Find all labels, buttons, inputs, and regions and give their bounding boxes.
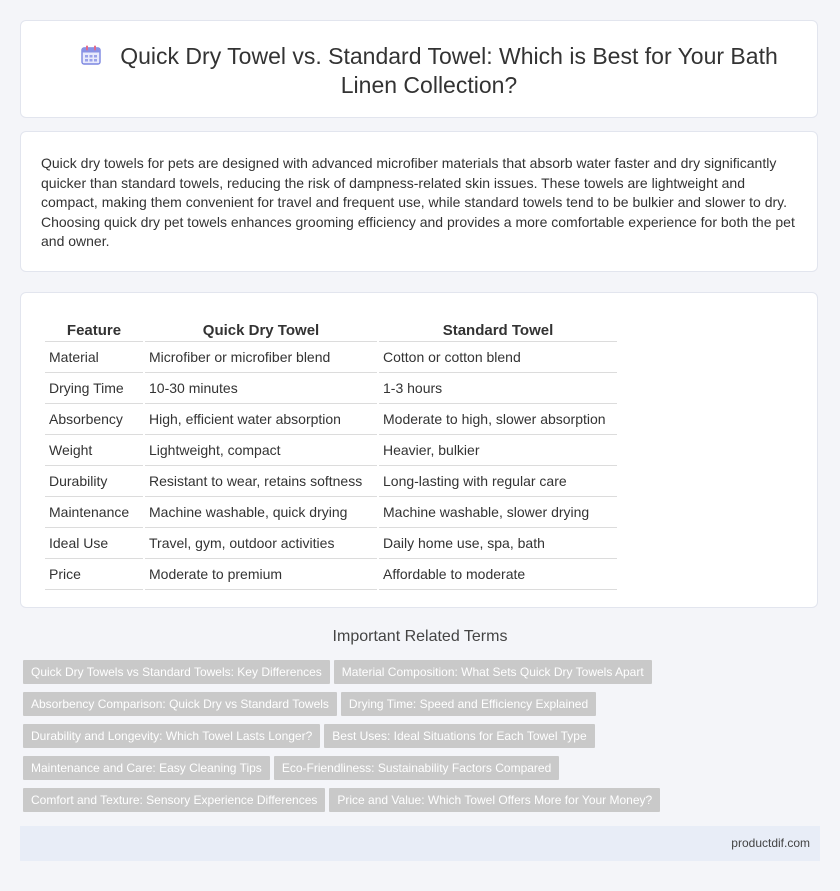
page-title-wrapper: [61, 42, 797, 100]
cell-feature: Price: [45, 559, 143, 590]
related-term-tag[interactable]: Maintenance and Care: Easy Cleaning Tips: [23, 756, 270, 780]
header-quick-dry: Quick Dry Towel: [145, 312, 377, 342]
intro-paragraph: Quick dry towels for pets are designed with advanced microfiber materials that absorb water faster and dry significantly quicker than standard towels, reducing the risk of dampness-related skin issues. These towels are lightweight and compact, making them convenient for travel and frequent use, while standard towels tend to be bulkier and slower to dry. Choosing quick dry pet towels enhances grooming efficiency and provides a more comfortable experience for both the pet and owner.: [41, 155, 795, 250]
cell-standard: Daily home use, spa, bath: [379, 528, 617, 559]
tag-row: [23, 756, 823, 788]
page-title: Quick Dry Towel vs. Standard Towel: Which is Best for Your Bath Linen Collection?: [120, 43, 778, 98]
related-term-tag[interactable]: Best Uses: Ideal Situations for Each Towel Type: [324, 724, 594, 748]
cell-standard: Heavier, bulkier: [379, 435, 617, 466]
cell-feature: Material: [45, 342, 143, 373]
related-term-tag[interactable]: Comfort and Texture: Sensory Experience Differences: [23, 788, 325, 812]
cell-standard: Cotton or cotton blend: [379, 342, 617, 373]
cell-standard: Long-lasting with regular care: [379, 466, 617, 497]
cell-feature: Maintenance: [45, 497, 143, 528]
calendar-icon: [80, 44, 102, 66]
intro-card: [20, 131, 818, 272]
cell-quick-dry: Travel, gym, outdoor activities: [145, 528, 377, 559]
cell-quick-dry: 10-30 minutes: [145, 373, 377, 404]
cell-quick-dry: Lightweight, compact: [145, 435, 377, 466]
table-row: [45, 559, 617, 590]
header-feature: Feature: [45, 312, 143, 342]
related-term-tag[interactable]: Eco-Friendliness: Sustainability Factors Compared: [274, 756, 559, 780]
cell-standard: Machine washable, slower drying: [379, 497, 617, 528]
comparison-table: [43, 312, 619, 590]
tag-row: [23, 724, 823, 756]
cell-standard: 1-3 hours: [379, 373, 617, 404]
related-term-tag[interactable]: Material Composition: What Sets Quick Dry Towels Apart: [334, 660, 652, 684]
table-header-row: [45, 312, 617, 342]
related-term-tag[interactable]: Absorbency Comparison: Quick Dry vs Standard Towels: [23, 692, 337, 716]
cell-quick-dry: Resistant to wear, retains softness: [145, 466, 377, 497]
header-standard: Standard Towel: [379, 312, 617, 342]
footer: [20, 826, 820, 861]
cell-standard: Moderate to high, slower absorption: [379, 404, 617, 435]
header-card: [20, 20, 818, 118]
comparison-card: [20, 292, 818, 608]
cell-feature: Ideal Use: [45, 528, 143, 559]
cell-quick-dry: High, efficient water absorption: [145, 404, 377, 435]
cell-feature: Absorbency: [45, 404, 143, 435]
related-term-tag[interactable]: Drying Time: Speed and Efficiency Explained: [341, 692, 596, 716]
table-row: [45, 342, 617, 373]
cell-feature: Durability: [45, 466, 143, 497]
cell-standard: Affordable to moderate: [379, 559, 617, 590]
cell-feature: Drying Time: [45, 373, 143, 404]
table-row: [45, 528, 617, 559]
tag-row: [23, 788, 823, 820]
footer-site-link[interactable]: productdif.com: [731, 836, 810, 850]
tag-row: [23, 692, 823, 724]
table-row: [45, 373, 617, 404]
related-term-tag[interactable]: Price and Value: Which Towel Offers More for Your Money?: [329, 788, 660, 812]
related-terms-heading: Important Related Terms: [332, 628, 508, 645]
cell-quick-dry: Moderate to premium: [145, 559, 377, 590]
tag-row: [23, 660, 823, 692]
table-row: [45, 466, 617, 497]
table-row: [45, 497, 617, 528]
table-row: [45, 404, 617, 435]
related-terms-list: [23, 660, 823, 820]
table-row: [45, 435, 617, 466]
related-term-tag[interactable]: Quick Dry Towels vs Standard Towels: Key Differences: [23, 660, 330, 684]
cell-feature: Weight: [45, 435, 143, 466]
related-term-tag[interactable]: Durability and Longevity: Which Towel Lasts Longer?: [23, 724, 320, 748]
cell-quick-dry: Machine washable, quick drying: [145, 497, 377, 528]
cell-quick-dry: Microfiber or microfiber blend: [145, 342, 377, 373]
